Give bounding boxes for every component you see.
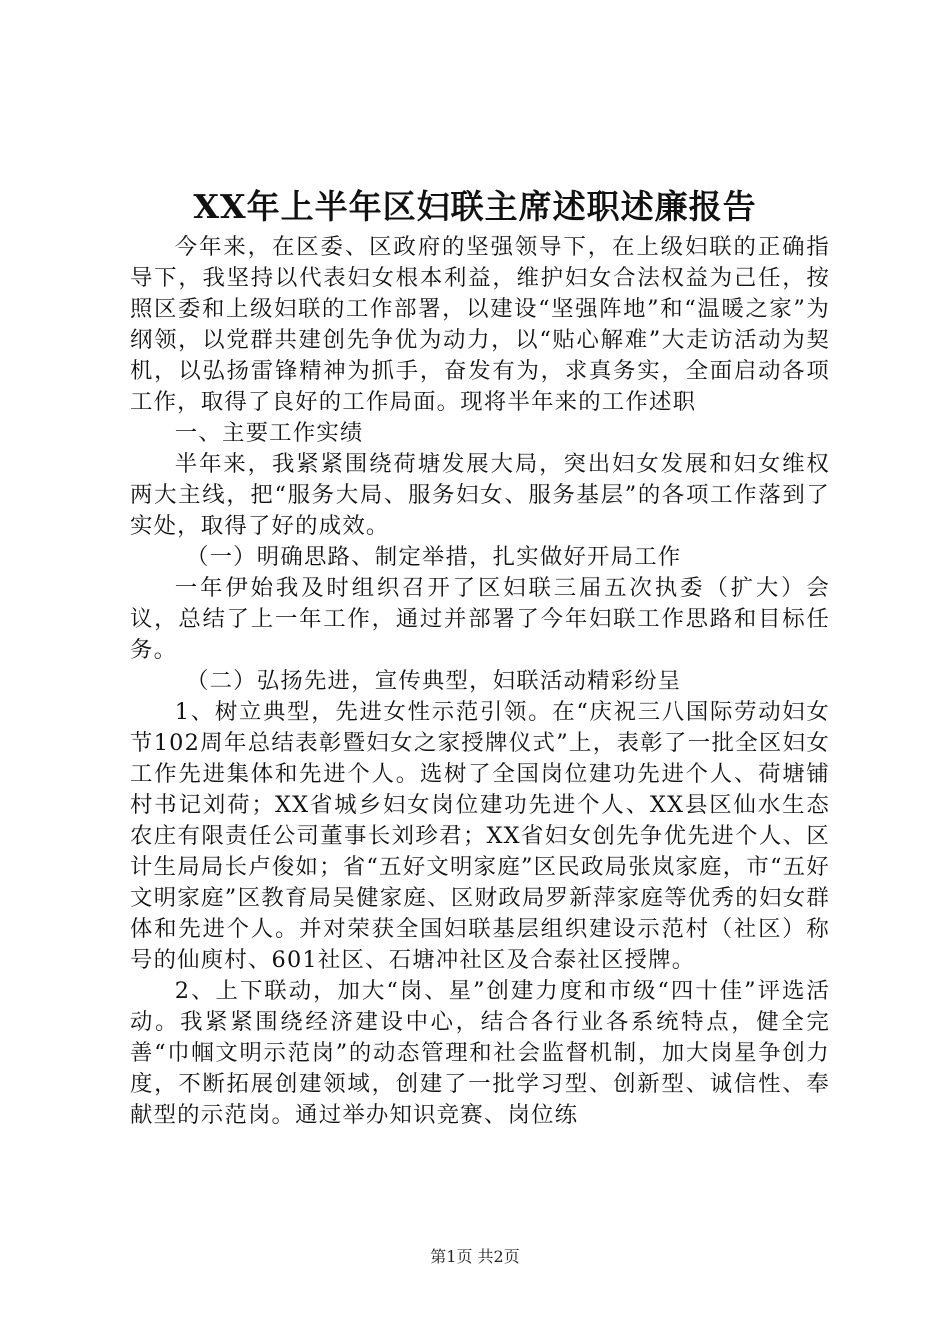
paragraph: 一年伊始我及时组织召开了区妇联三届五次执委（扩大）会议，总结了上一年工作，通过并部署了今年妇联工作思路和目标任务。 — [130, 575, 830, 663]
paragraph: 1、树立典型，先进女性示范引领。在“庆祝三八国际劳动妇女节102周年总结表彰暨妇女之家授牌仪式”上，表彰了一批全区妇女工作先进集体和先进个人。选树了全国岗位建功先进个人、荷塘铺村书记刘荷；XX省城乡妇女岗位建功先进个人、XX县区仙水生态农庄有限责任公司董事长刘珍君；XX省妇女创先争优先进个人、区计生局局长卢俊如；省“五好文明家庭”区民政局张岚家庭，市“五好文明家庭”区教育局吴健家庭、区财政局罗新萍家庭等优秀的妇女群体和先进个人。并对荣获全国妇联基层组织建设示范村（社区）称号的仙庾村、601社区、石塘冲社区及合泰社区授牌。 — [130, 699, 830, 973]
document-title: XX年上半年区妇联主席述职述廉报告 — [193, 187, 757, 226]
subsection-heading: （一）明确思路、制定举措，扎实做好开局工作 — [186, 544, 682, 570]
paragraph-intro: 今年来，在区委、区政府的坚强领导下，在上级妇联的正确指导下，我坚持以代表妇女根本利益，维护妇女合法权益为己任，按照区委和上级妇联的工作部署，以建设“坚强阵地”和“温暖之家”为纲领，以党群共建创先争优为动力，以“贴心解难”大走访活动为契机，以弘扬雷锋精神为抓手，奋发有为，求真务实，全面启动各项工作，取得了良好的工作局面。现将半年来的工作述职 — [130, 234, 830, 415]
page-footer: 第1页 共2页 — [430, 1247, 520, 1266]
subsection-heading: （二）弘扬先进，宣传典型，妇联活动精彩纷呈 — [186, 668, 682, 694]
section-heading: 一、主要工作实绩 — [174, 420, 364, 446]
document-body — [130, 232, 830, 1131]
paragraph: 2、上下联动，加大“岗、星”创建力度和市级“四十佳”评选活动。我紧紧围绕经济建设中心，结合各行业各系统特点，健全完善“巾帼文明示范岗”的动态管理和社会监督机制，加大岗星争创力度，不断拓展创建领域，创建了一批学习型、创新型、诚信性、奉献型的示范岗。通过举办知识竞赛、岗位练 — [130, 978, 830, 1128]
paragraph: 半年来，我紧紧围绕荷塘发展大局，突出妇女发展和妇女维权两大主线，把“服务大局、服务妇女、服务基层”的各项工作落到了实处，取得了好的成效。 — [130, 451, 830, 539]
